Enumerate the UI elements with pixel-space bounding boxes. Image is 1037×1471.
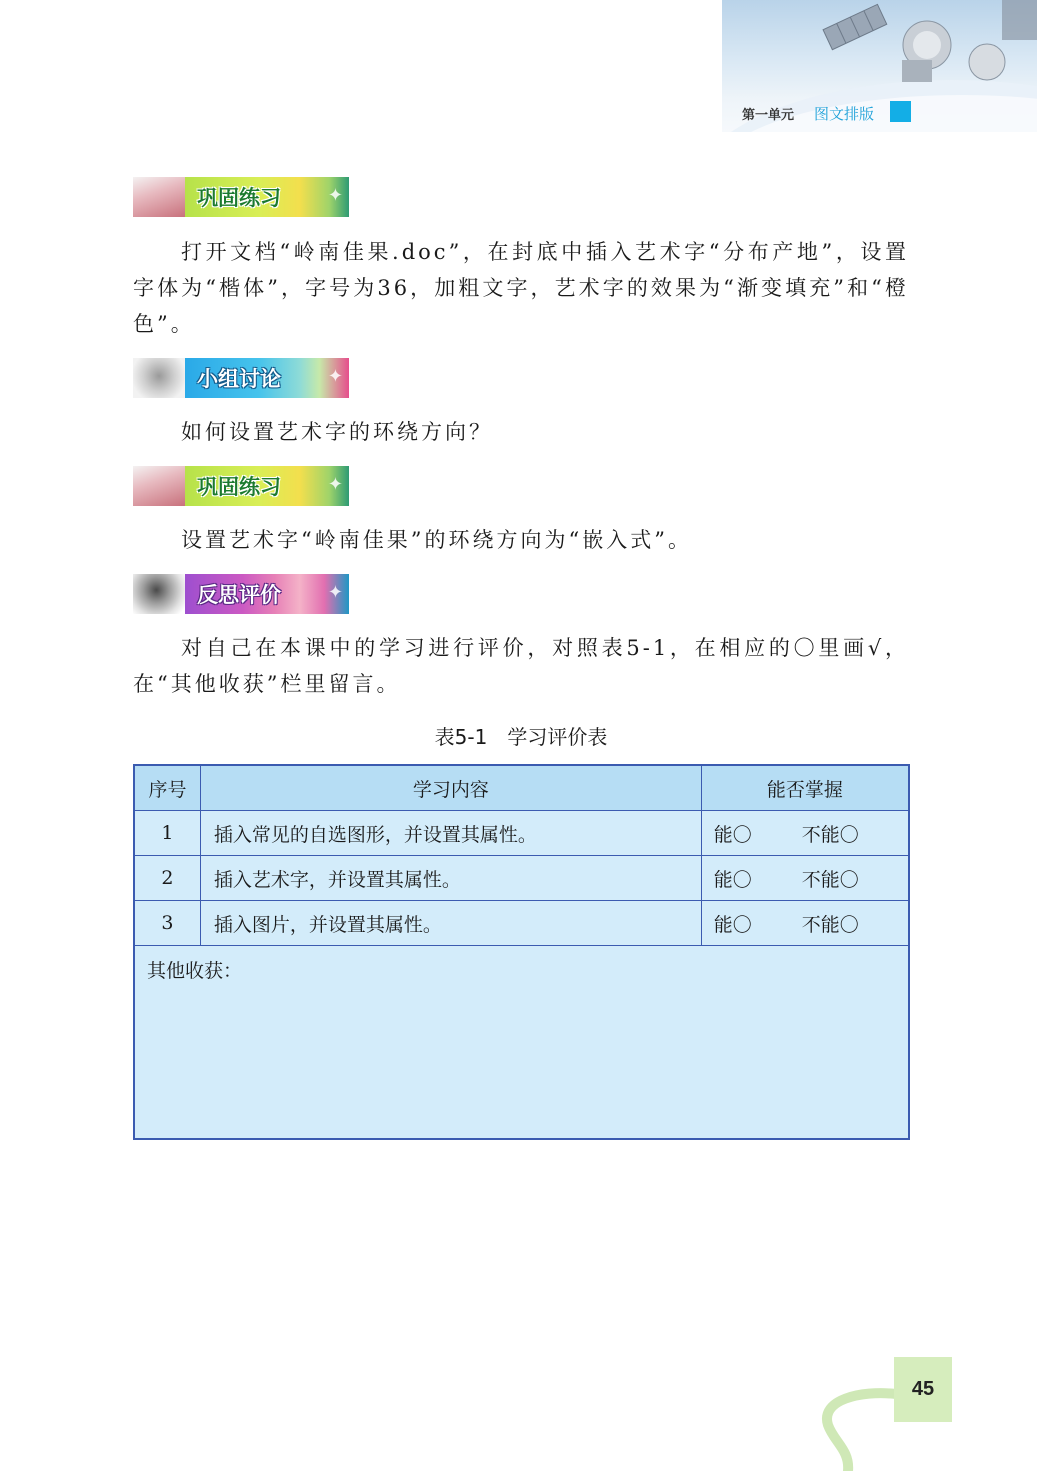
row-mastery bbox=[701, 856, 909, 901]
row-mastery bbox=[701, 901, 909, 946]
sparkle-icon: ✦ bbox=[327, 185, 343, 206]
yes-option[interactable]: 能〇 bbox=[713, 823, 752, 846]
table-row bbox=[134, 856, 909, 901]
table-header-row bbox=[134, 765, 909, 811]
page-number: 45 bbox=[894, 1357, 952, 1422]
banner-thumbnail bbox=[133, 358, 185, 398]
no-option[interactable]: 不能〇 bbox=[801, 868, 859, 891]
table-row bbox=[134, 811, 909, 856]
yes-option[interactable]: 能〇 bbox=[713, 868, 752, 891]
banner-practice-1 bbox=[133, 177, 349, 217]
banner-thumbnail bbox=[133, 177, 185, 217]
practice-1-text: 打开文档“岭南佳果.doc”，在封底中插入艺术字“分布产地”，设置字体为“楷体”，字号为36，加粗文字，艺术字的效果为“渐变填充”和“橙色”。 bbox=[133, 240, 909, 336]
row-seq: 3 bbox=[134, 901, 200, 946]
sparkle-icon: ✦ bbox=[327, 366, 343, 387]
banner-thumbnail bbox=[133, 574, 185, 614]
practice-2-text: 设置艺术字“岭南佳果”的环绕方向为“嵌入式”。 bbox=[181, 528, 692, 552]
header-accent-block bbox=[890, 101, 911, 122]
banner-reflection bbox=[133, 574, 349, 614]
banner-title: 小组讨论 ✦ bbox=[185, 358, 349, 398]
sparkle-icon: ✦ bbox=[327, 582, 343, 603]
footer-curve-decoration bbox=[810, 1380, 900, 1471]
row-content: 插入图片，并设置其属性。 bbox=[200, 901, 701, 946]
row-seq: 1 bbox=[134, 811, 200, 856]
table-row bbox=[134, 901, 909, 946]
other-gains-label: 其他收获： bbox=[147, 960, 243, 982]
row-content: 插入艺术字，并设置其属性。 bbox=[200, 856, 701, 901]
banner-title: 巩固练习 ✦ bbox=[185, 177, 349, 217]
row-mastery bbox=[701, 811, 909, 856]
banner-title: 反思评价 ✦ bbox=[185, 574, 349, 614]
evaluation-table bbox=[133, 764, 910, 1140]
table-caption: 表5-1 学习评价表 bbox=[434, 725, 608, 749]
banner-title: 巩固练习 ✦ bbox=[185, 466, 349, 506]
header-unit-label: 第一单元 bbox=[742, 108, 795, 123]
header-content: 学习内容 bbox=[200, 765, 701, 811]
other-gains-field[interactable] bbox=[134, 946, 909, 1140]
banner-discussion bbox=[133, 358, 349, 398]
sparkle-icon: ✦ bbox=[327, 474, 343, 495]
banner-practice-2 bbox=[133, 466, 349, 506]
yes-option[interactable]: 能〇 bbox=[713, 913, 752, 936]
row-seq: 2 bbox=[134, 856, 200, 901]
header-mastery: 能否掌握 bbox=[701, 765, 909, 811]
header-topic-label: 图文排版 bbox=[814, 105, 875, 123]
no-option[interactable]: 不能〇 bbox=[801, 913, 859, 936]
banner-thumbnail bbox=[133, 466, 185, 506]
other-gains-row bbox=[134, 946, 909, 1140]
no-option[interactable]: 不能〇 bbox=[801, 823, 859, 846]
reflection-text: 对自己在本课中的学习进行评价，对照表5-1，在相应的〇里画√，在“其他收获”栏里留言。 bbox=[133, 636, 909, 696]
header-seq: 序号 bbox=[134, 765, 200, 811]
discussion-text: 如何设置艺术字的环绕方向？ bbox=[181, 420, 493, 444]
row-content: 插入常见的自选图形，并设置其属性。 bbox=[200, 811, 701, 856]
